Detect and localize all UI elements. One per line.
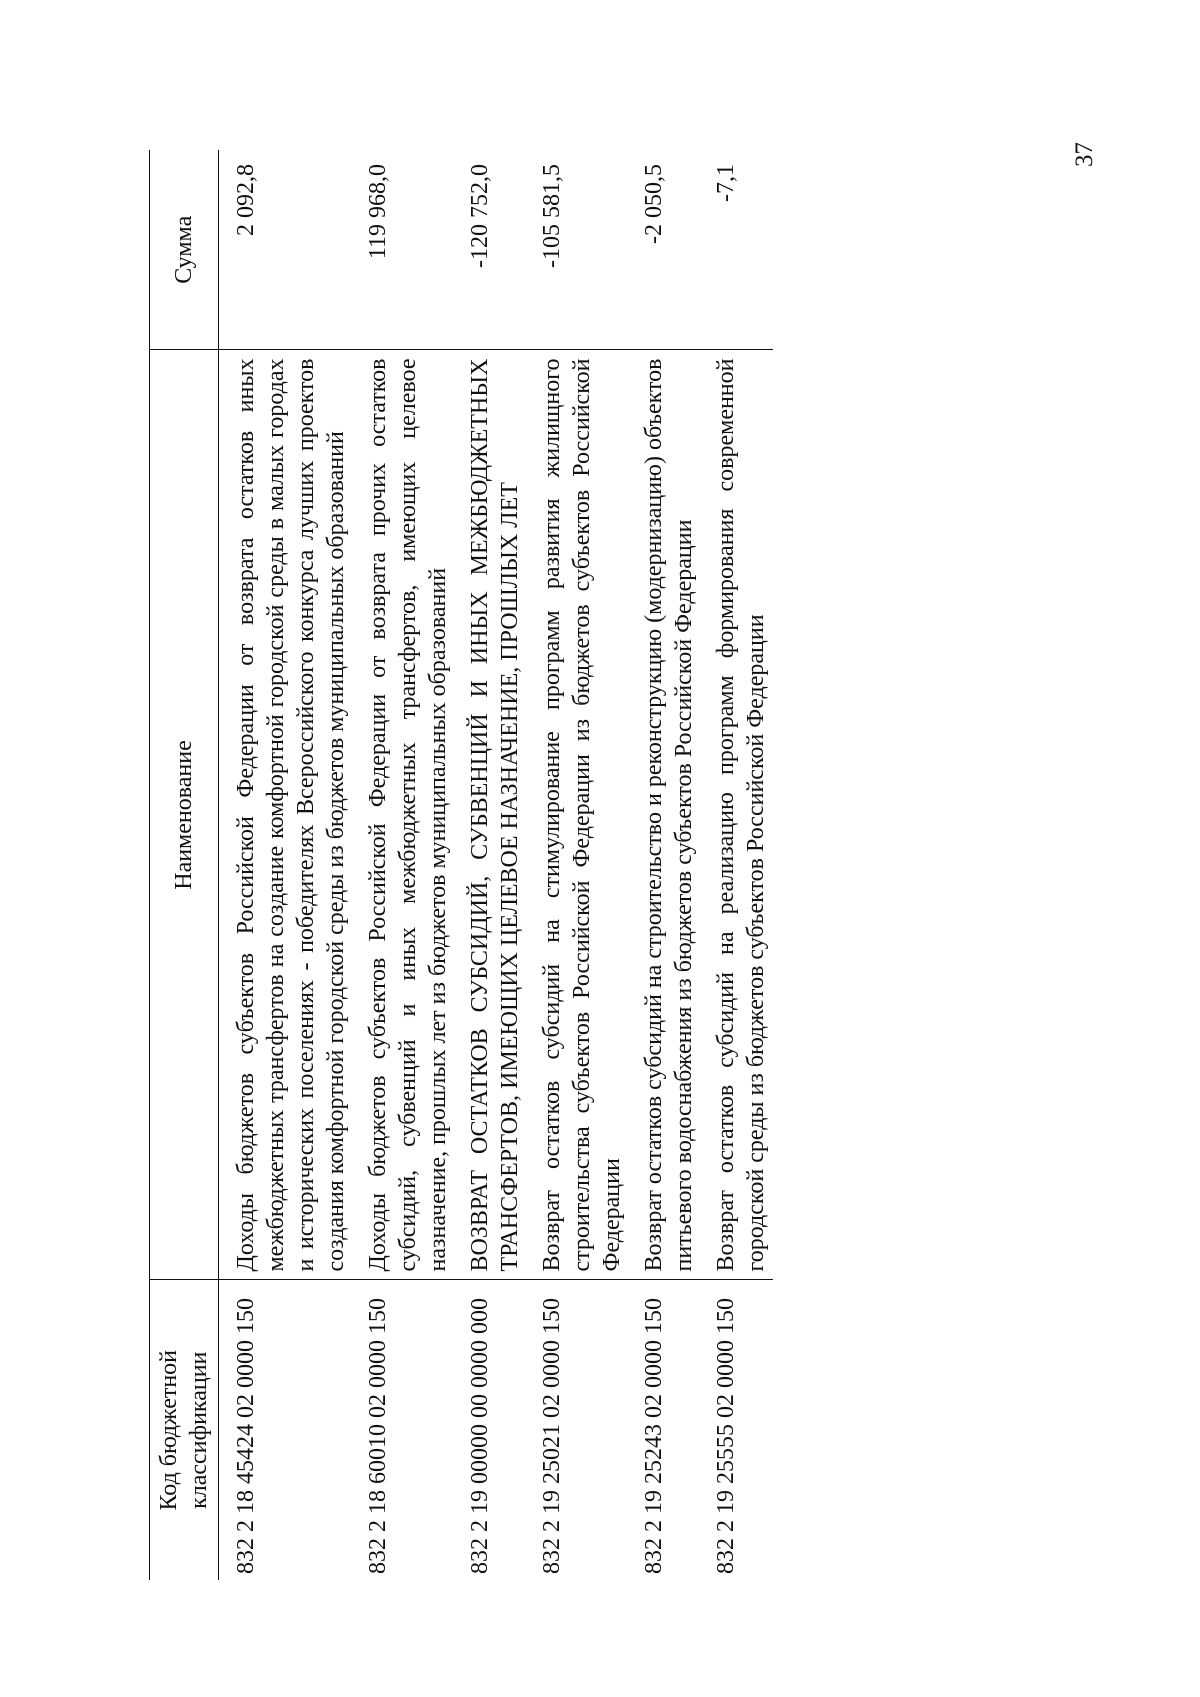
budget-classification-table (149, 150, 773, 1580)
table-header-row (150, 150, 219, 1580)
row-name: Возврат остатков субсидий на стимулирование программ развития жилищного строительства субъектов Российской Федерации из бюджетов субъектов Российской Федерации (527, 350, 629, 1280)
header-name: Наименование (150, 350, 219, 1280)
table-row (527, 150, 629, 1580)
page-number: 37 (1071, 142, 1098, 167)
row-name: Возврат остатков субсидий на строительство и реконструкцию (модернизацию) объектов питьевого водоснабжения из бюджетов субъектов Российской Федерации (629, 350, 701, 1280)
row-code: 832 2 19 25555 02 0000 150 (713, 1298, 739, 1574)
header-code: Код бюджетной классификации (150, 1280, 219, 1580)
row-sum: 119 968,0 (353, 150, 455, 350)
row-name: Доходы бюджетов субъектов Российской Федерации от возврата прочих остатков субсидий, субвенций и иных межбюджетных трансфертов, имеющих целевое назначение, прошлых лет из бюджетов муниципальных образований (353, 350, 455, 1280)
row-code: 832 2 19 00000 00 0000 000 (467, 1298, 493, 1574)
row-name: Возврат остатков субсидий на реализацию программ формирования современной городской среды из бюджетов субъектов Российской Федерации (701, 350, 773, 1280)
row-sum: -105 581,5 (527, 150, 629, 350)
header-sum: Сумма (150, 150, 219, 350)
table-row (353, 150, 455, 1580)
row-code: 832 2 19 25021 02 0000 150 (539, 1298, 565, 1574)
table-row (629, 150, 701, 1580)
table-row (219, 150, 354, 1580)
row-sum: -7,1 (701, 150, 773, 350)
row-code: 832 2 19 25243 02 0000 150 (641, 1298, 667, 1574)
row-sum: -120 752,0 (455, 150, 527, 350)
row-name: ВОЗВРАТ ОСТАТКОВ СУБСИДИЙ, СУБВЕНЦИЙ И ИНЫХ МЕЖБЮДЖЕТНЫХ ТРАНСФЕРТОВ, ИМЕЮЩИХ ЦЕЛЕВОЕ НАЗНАЧЕНИЕ, ПРОШЛЫХ ЛЕТ (455, 350, 527, 1280)
table-row (455, 150, 527, 1580)
row-code: 832 2 18 60010 02 0000 150 (365, 1298, 391, 1574)
table-row (701, 150, 773, 1580)
budget-table-rotated (149, 150, 1079, 1580)
row-name: Доходы бюджетов субъектов Российской Федерации от возврата остатков иных межбюджетных трансфертов на создание комфортной городской среды в малых городах и исторических поселениях - победителях Всероссийского конкурса лучших проектов создания комфортной городской среды из бюджетов муниципальных образований (219, 350, 354, 1280)
row-sum: -2 050,5 (629, 150, 701, 350)
row-sum: 2 092,8 (219, 150, 354, 350)
row-code: 832 2 18 45424 02 0000 150 (233, 1298, 259, 1574)
